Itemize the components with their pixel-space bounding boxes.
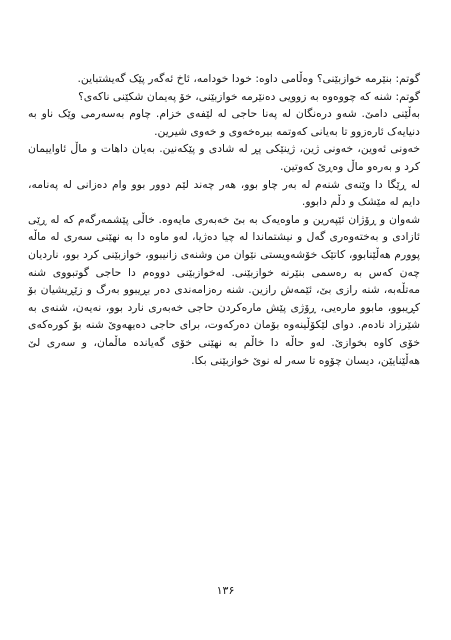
paragraph-5: له ڕێگا دا وێنەی شنەم له بەر چاو بوو، هەر چەند لێم دوور بوو وام دەزانی له پەنامه، دایم له مێشک و دڵم دابوو. — [28, 177, 420, 209]
paragraph-6: شەوان و ڕۆژان ئێپەرین و ماوەیەک به بێ خەبەری مایەوه. خاڵی پێشمەرگەم کە لە ڕێی ئازادی و بەختەوەری گەل و نیشتماندا لە چیا دەژیا، لەو ماوه دا به نهێنی سەری له ماڵه پوورم هەڵێنابوو، کاتێک خۆشەویستی نێوان من وشنەی زانیبوو، خوازبێنی کرد بوو، ناردیان چەن کەس بە رەسمی بنێرنه خوازبێنی. لەخوازبێنی دووەم دا حاجی گوتبووی شنه مەتڵەبە، شنه رازی بێ، ئێمەش رازین. شنه رەزامەندی دەر بڕیبوو بەرگ و زێڕیشیان بۆ کڕیبوو، مابوو مارەیی، ڕۆژی پێش مارەکردن حاجی خەبەری نارد بوو، نەیەن، شنەی بە شێرزاد نادەم. دوای لێکۆڵینەوه بۆمان دەرکەوت، برای حاجی دەیهەوێ شنه بۆ کورەکەی خۆی کاوە بخوازێ. لەو حاڵه دا خاڵم به نهێنی خۆی گەیاندە ماڵمان، و سەری لێ هەڵێنایێن، دیسان چۆوە تا سەر له نوێ خوازبێنی بکا. — [28, 212, 420, 367]
paragraph-1: گوتم: بنێرمه خوازبێنی؟ وەڵامی داوه: خودا خودامه، ئاخ ئەگەر پێک گەیشتباین. — [77, 72, 420, 85]
paragraph-4: خەونی ئەوین، خەونی ژین، ژینێکی پڕ له شادی و پێکەنین. بەیان داهات و ماڵ ئاواییمان کرد و بەرەو ماڵ وەڕێ کەوتین. — [28, 142, 420, 173]
page-number: ١٣۶ — [216, 584, 235, 597]
paragraph-2: گوتم: شنه که چووەوه به زوویی دەنێرمه خوازبێنی، خۆ پەیمان شکێنی ناکەی؟ — [78, 89, 420, 103]
paragraph-3: بەڵێنی دامێ. شەو درەنگان له پەنا حاجی له لێفەی خزام. چاوم بەسەرمی وێک ناو بە دنیایەک ئارەزوو تا بەیانی کەوتمه بیرەخەوی و خەوی شیرین. — [28, 107, 420, 138]
document-page — [28, 70, 420, 369]
